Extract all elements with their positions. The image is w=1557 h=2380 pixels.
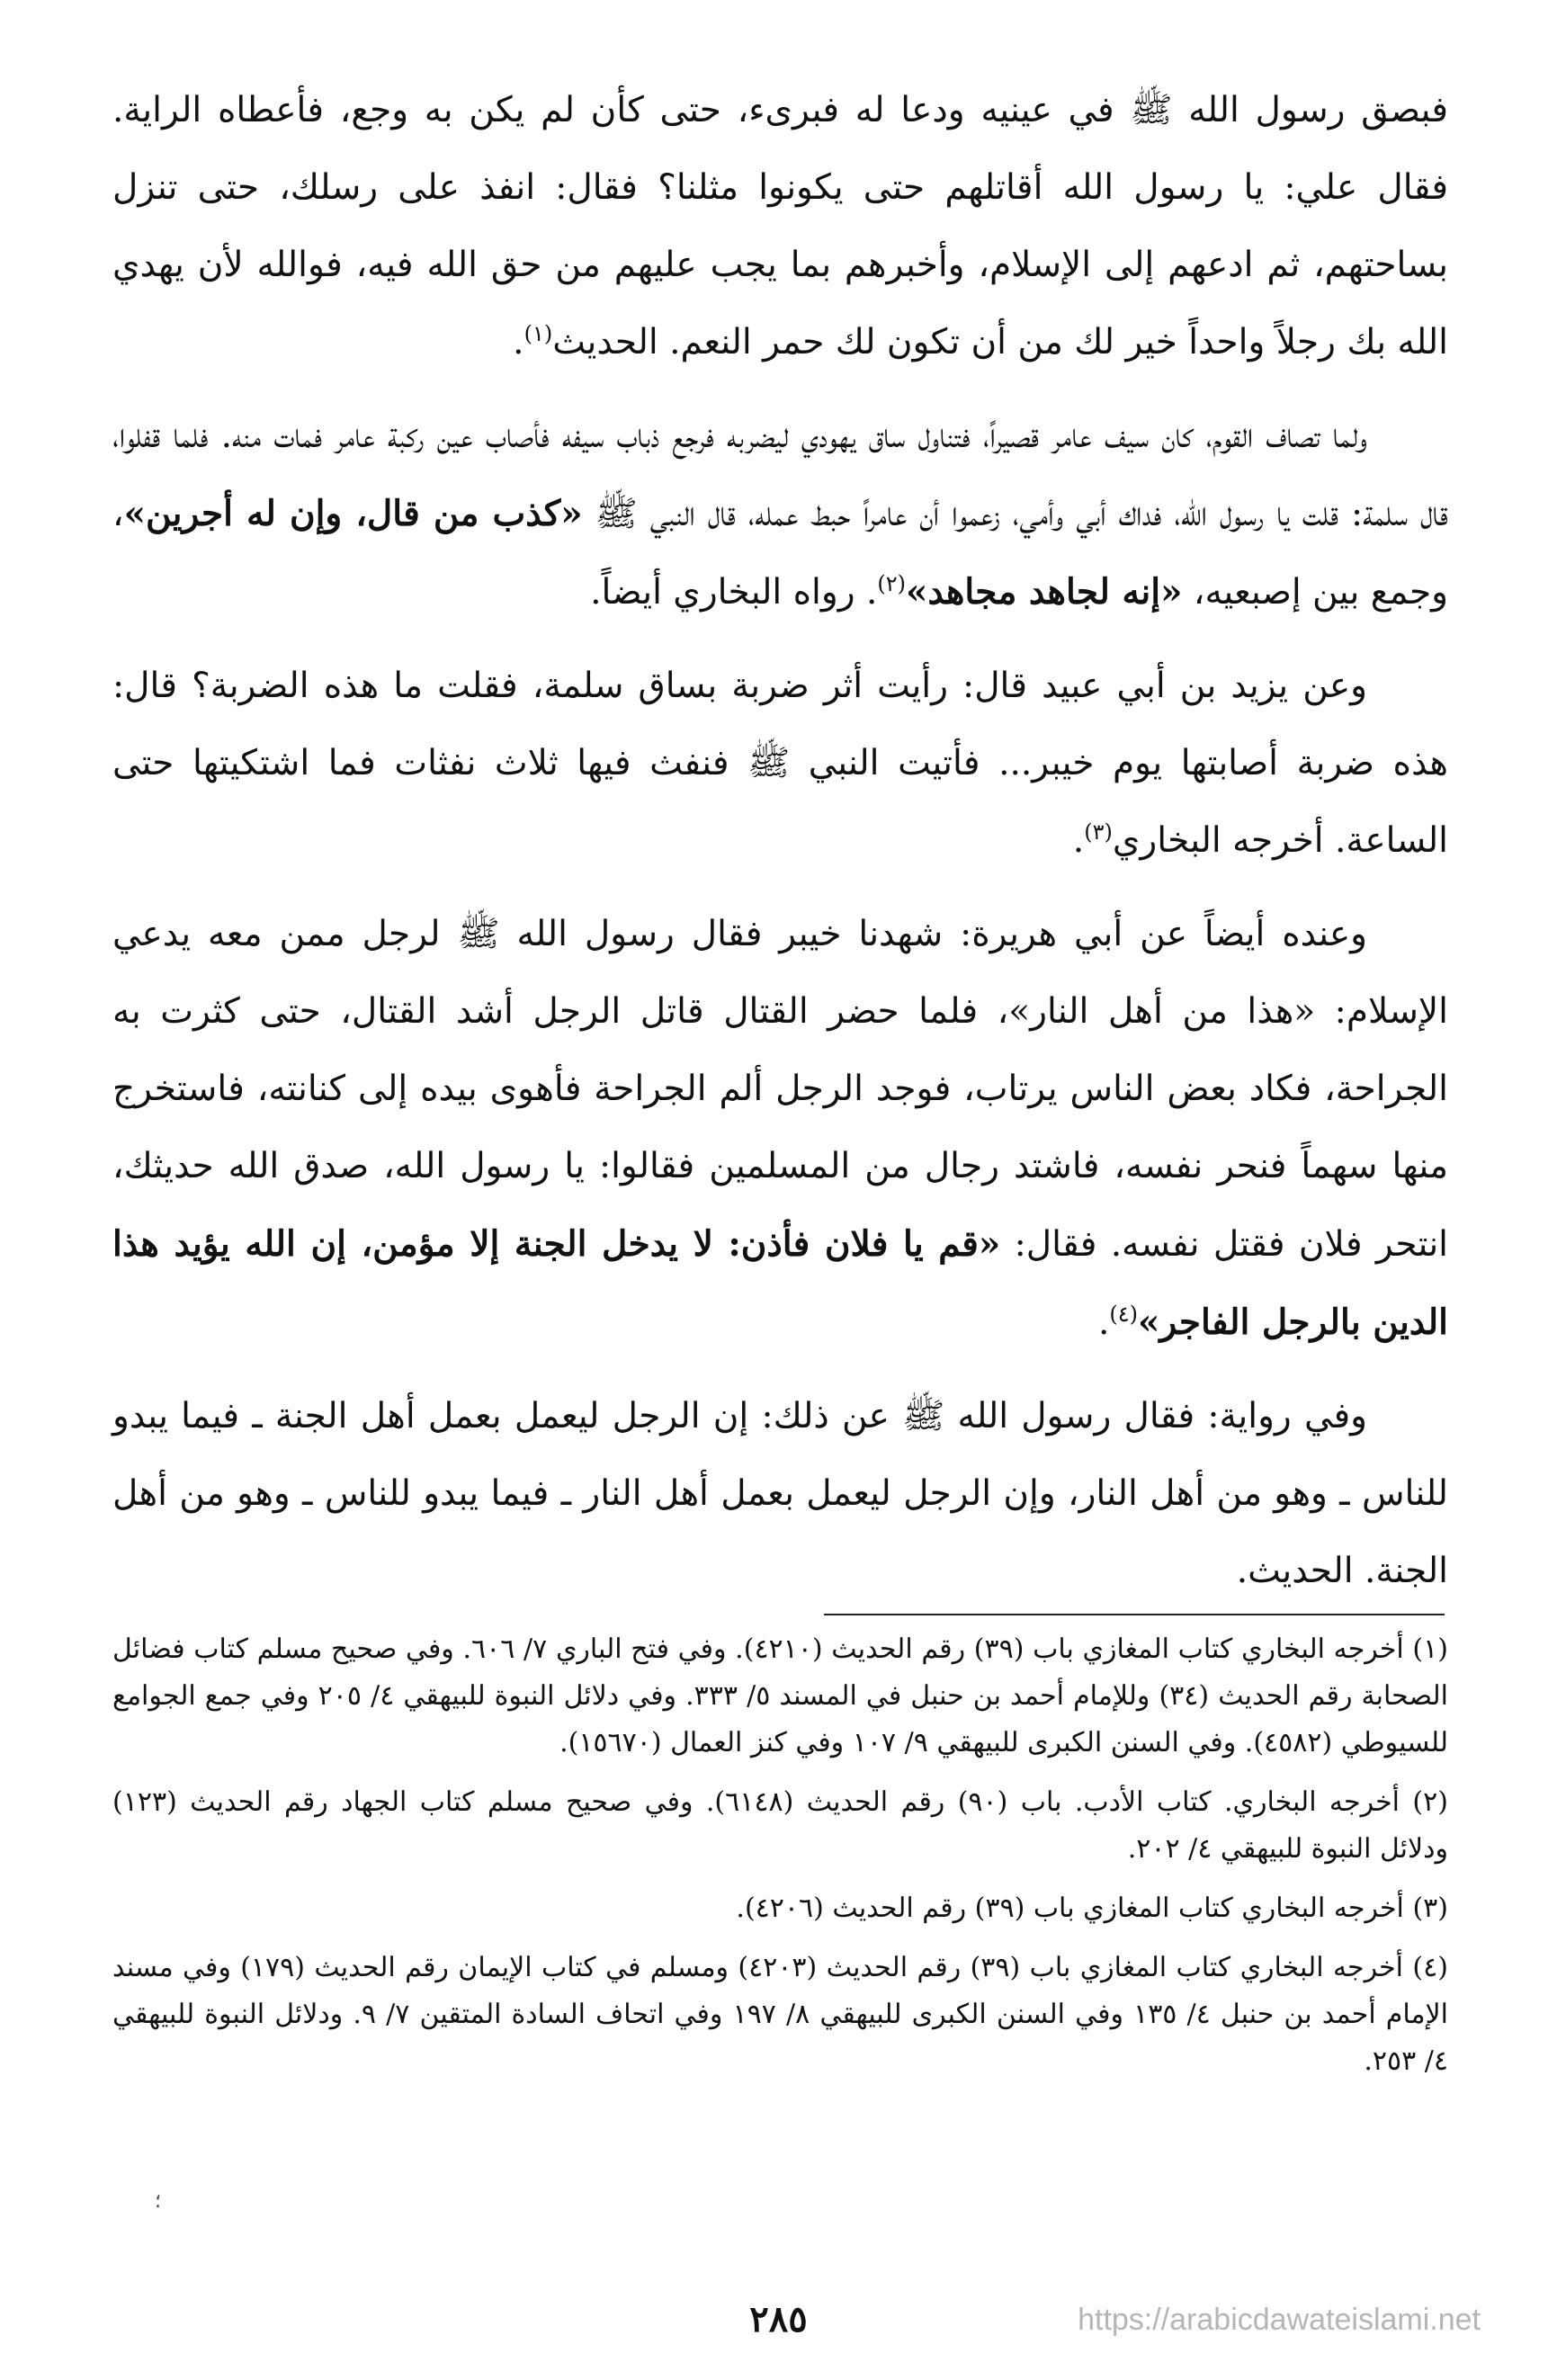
page-number: ٢٨٥ [749,2298,808,2340]
footnote [112,1779,1448,1873]
paragraph [112,398,1448,631]
footnote-number: (٣) [1412,1892,1448,1924]
footnote [112,1885,1448,1932]
footnote-ref: (١) [523,321,553,346]
footnote-ref: (٤) [1109,1302,1138,1327]
footnote-ref: (٢) [877,571,906,596]
footnote [112,1626,1448,1767]
text-run: ، وجمع بين إصبعيه، [112,494,1448,613]
text-run: . رواه البخاري أيضاً. [590,572,878,613]
text-run: . [1072,820,1085,861]
footnote-number: (٢) [1412,1786,1448,1818]
footnote-number: (١) [1412,1633,1448,1665]
margin-mark: ؛ [155,2190,161,2213]
footnote-text: أخرجه البخاري كتاب المغازي باب (٣٩) رقم الحديث (٤٢١٠). وفي فتح الباري ٧/ ٦٠٦. وفي صحيح مسلم كتاب فضائل الصحابة رقم الحديث (٣٤) وللإمام أحمد بن حنبل في المسند ٥/ ٣٣٣. وفي دلائل النبوة للبيهقي ٤/ ٢٠٥ وفي جمع الجوامع للسيوطي (٤٥٨٢). وفي السنن الكبرى للبيهقي ٩/ ١٠٧ وفي كنز العمال (١٥٦٧٠). [112,1633,1448,1758]
hadith-quote: «إنه لجاهد مجاهد» [905,571,1183,613]
paragraph [112,72,1448,381]
paragraph [112,1378,1448,1610]
footnote [112,1945,1448,2085]
text-run: وفي رواية: فقال رسول الله ﷺ عن ذلك: إن الرجل ليعمل بعمل أهل الجنة ـ فيما يبدو للناس ـ وهو من أهل النار، وإن الرجل ليعمل بعمل أهل النار ـ فيما يبدو للناس ـ وهو من أهل الجنة. الحديث. [112,1396,1448,1591]
text-run: وعن يزيد بن أبي عبيد قال: رأيت أثر ضربة بساق سلمة، فقلت ما هذه الضربة؟ قال: هذه ضربة أصابتها يوم خيبر... فأتيت النبي ﷺ فنفث فيها ثلاث نفثات فما اشتكيتها حتى الساعة. أخرجه البخاري [112,666,1448,861]
footnote-ref: (٣) [1084,819,1113,845]
text-run: ولما تصاف القوم، كان سيف عامر قصيراً، فتناول ساق يهودي ليضربه فرجع ذباب سيفه فأصاب عين ركبة عامر فمات منه. فلما قفلوا، قال سلمة: قلت يا رسول الله، فداك أبي وأمي، زعموا أن عامراً حبط عمله، قال النبي ﷺ [112,416,1449,534]
footnote-divider [824,1614,1445,1615]
footnote-number: (٤) [1412,1952,1448,1983]
text-run: وعنده أيضاً عن أبي هريرة: شهدنا خيبر فقال رسول الله ﷺ لرجل ممن معه يدعي الإسلام: «هذا من أهل النار»، فلما حضر القتال قاتل الرجل أشد القتال، حتى كثرت به الجراحة، فكاد بعض الناس يرتاب، فوجد الرجل ألم الجراحة فأهوى بيده إلى كنانته، فاستخرج منها سهماً فنحر نفسه، فاشتد رجال من المسلمين فقالوا: يا رسول الله، صدق الله حديثك، انتحر فلان فقتل نفسه. فقال: [112,914,1449,1265]
main-text [112,72,1448,1626]
text-run: . [513,322,524,362]
paragraph [112,648,1448,880]
footnote-text: أخرجه البخاري كتاب المغازي باب (٣٩) رقم الحديث (٤٢٠٦). [736,1892,1404,1924]
text-run: . [1097,1302,1110,1343]
footnote-text: أخرجه البخاري. كتاب الأدب. باب (٩٠) رقم الحديث (٦١٤٨). وفي صحيح مسلم كتاب الجهاد رقم الحديث (١٢٣) ودلائل النبوة للبيهقي ٤/ ٢٠٢. [112,1786,1448,1865]
paragraph [112,896,1448,1362]
hadith-quote: «قم يا فلان فأذن: لا يدخل الجنة إلا مؤمن، إن الله يؤيد هذا الدين بالرجل الفاجر» [112,1223,1448,1343]
footnotes [112,1626,1448,2098]
text-run: فبصق رسول الله ﷺ في عينيه ودعا له فبرىء، حتى كأن لم يكن به وجع، فأعطاه الراية. فقال علي: يا رسول الله أقاتلهم حتى يكونوا مثلنا؟ فقال: انفذ على رسلك، حتى تنزل بساحتهم، ثم ادعهم إلى الإسلام، وأخبرهم بما يجب عليهم من حق الله فيه، فوالله لأن يهدي الله بك رجلاً واحداً خير لك من أن تكون لك حمر النعم. الحديث [112,90,1448,362]
footnote-text: أخرجه البخاري كتاب المغازي باب (٣٩) رقم الحديث (٤٢٠٣) ومسلم في كتاب الإيمان رقم الحديث (١٧٩) وفي مسند الإمام أحمد بن حنبل ٤/ ١٣٥ وفي السنن الكبرى للبيهقي ٨/ ١٩٧ وفي اتحاف السادة المتقين ٧/ ٩. ودلائل النبوة للبيهقي ٤/ ٢٥٣. [112,1952,1449,2077]
hadith-quote: «كذب من قال، وإن له أجرين» [123,493,583,534]
watermark-url: https://arabicdawateislami.net [1078,2303,1481,2337]
